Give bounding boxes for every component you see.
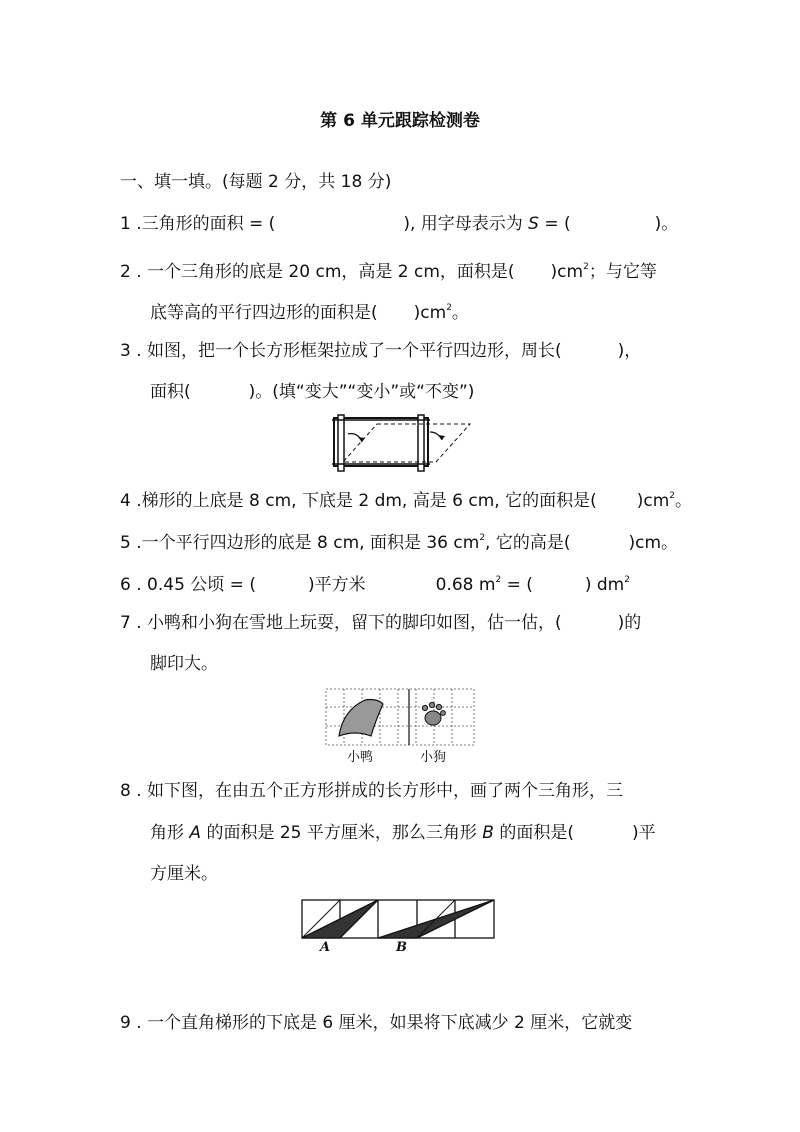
question-8-line-3: 方厘米。 <box>150 864 218 884</box>
question-1 <box>120 212 678 236</box>
question-2-line-2 <box>150 296 469 325</box>
q5-text-a: 5 .一个平行四边形的底是 8 cm, 面积是 36 cm <box>120 533 480 553</box>
q8-text-a: 角形 <box>150 823 190 843</box>
q2-text-b: )cm <box>550 262 584 282</box>
section-heading: 一、填一填。(每题 2 分，共 18 分) <box>120 172 392 192</box>
question-3-line-1 <box>120 339 641 363</box>
q8-text-d: )平 <box>632 823 656 843</box>
question-2-line-1 <box>120 255 657 284</box>
dog-label: 小狗 <box>420 750 447 765</box>
question-8-line-2 <box>150 821 656 845</box>
q5-text-c: )cm。 <box>628 533 679 553</box>
squares-diagram <box>300 898 500 942</box>
q2-sup-2: 2 <box>446 303 452 313</box>
q8-text-b: 的面积是 25 平方厘米，那么三角形 <box>201 823 483 843</box>
duck-label: 小鸭 <box>347 750 374 765</box>
footprint-grid <box>325 688 475 746</box>
q6-text-d: = ( <box>501 575 533 595</box>
q4-text-a: 4 .梯形的上底是 8 cm, 下底是 2 dm, 高是 6 cm, 它的面积是( <box>120 491 597 511</box>
q2-text-d: 底等高的平行四边形的面积是( <box>150 303 378 323</box>
q6-text-c: 0.68 m <box>435 575 496 595</box>
q2-text-c: ；与它等 <box>588 262 657 282</box>
page-title: 第 6 单元跟踪检测卷 <box>320 111 480 131</box>
footprint-figure <box>325 688 475 768</box>
q6-sup: 2 <box>495 575 502 585</box>
q3-text-c: 面积( <box>150 382 191 402</box>
squares-figure <box>300 898 500 960</box>
q3-text-b: )， <box>617 341 642 361</box>
q2-text-a: 2 . 一个三角形的底是 20 cm，高是 2 cm，面积是( <box>120 262 515 282</box>
question-5 <box>120 526 678 555</box>
q4-text-c: 。 <box>675 491 692 511</box>
question-9-line-1: 9 . 一个直角梯形的下底是 6 厘米，如果将下底减少 2 厘米，它就变 <box>120 1013 633 1033</box>
q8-var-b: B <box>482 823 494 843</box>
q2-text-f: 。 <box>451 303 469 323</box>
frame-figure <box>332 412 472 474</box>
q6-text-a: 6 . 0.45 公顷 = ( <box>120 575 256 595</box>
duck-footprint <box>339 700 383 737</box>
q4-sup: 2 <box>669 491 675 501</box>
question-8-line-1: 8 . 如下图，在由五个正方形拼成的长方形中，画了两个三角形，三 <box>120 781 624 801</box>
question-6 <box>120 568 630 597</box>
label-a: A <box>320 940 331 955</box>
question-4 <box>120 484 692 513</box>
dog-footprint <box>422 702 445 725</box>
question-3-line-2 <box>150 380 474 404</box>
q8-text-c: 的面积是( <box>493 823 575 843</box>
q3-text-d: )。(填“变大”“变小”或“不变”) <box>248 382 475 402</box>
question-7-line-1 <box>120 611 641 635</box>
q1-text-b: ), 用字母表示为 <box>403 214 529 234</box>
q1-text-c: = ( <box>538 214 571 234</box>
q7-text-a: 7 . 小鸭和小狗在雪地上玩耍，留下的脚印如图，估一估，( <box>120 613 562 633</box>
q8-var-a: A <box>189 823 202 843</box>
q1-variable: S <box>528 214 539 234</box>
label-b: B <box>396 940 407 955</box>
q1-text-a: 1 .三角形的面积 = ( <box>120 214 276 234</box>
q7-text-b: )的 <box>617 613 642 633</box>
question-7-line-2: 脚印大。 <box>150 654 218 674</box>
q4-text-b: )cm <box>636 491 670 511</box>
q6-text-e: ) dm <box>584 575 625 595</box>
q1-text-d: )。 <box>654 214 679 234</box>
q3-text-a: 3 . 如图，把一个长方形框架拉成了一个平行四边形，周长( <box>120 341 562 361</box>
q5-text-b: , 它的高是( <box>485 533 571 553</box>
q6-sup-2: 2 <box>624 575 630 585</box>
q2-sup: 2 <box>583 262 589 272</box>
q5-sup: 2 <box>479 533 486 543</box>
q2-text-e: )cm <box>413 303 447 323</box>
q6-text-b: )平方米 <box>307 575 366 595</box>
